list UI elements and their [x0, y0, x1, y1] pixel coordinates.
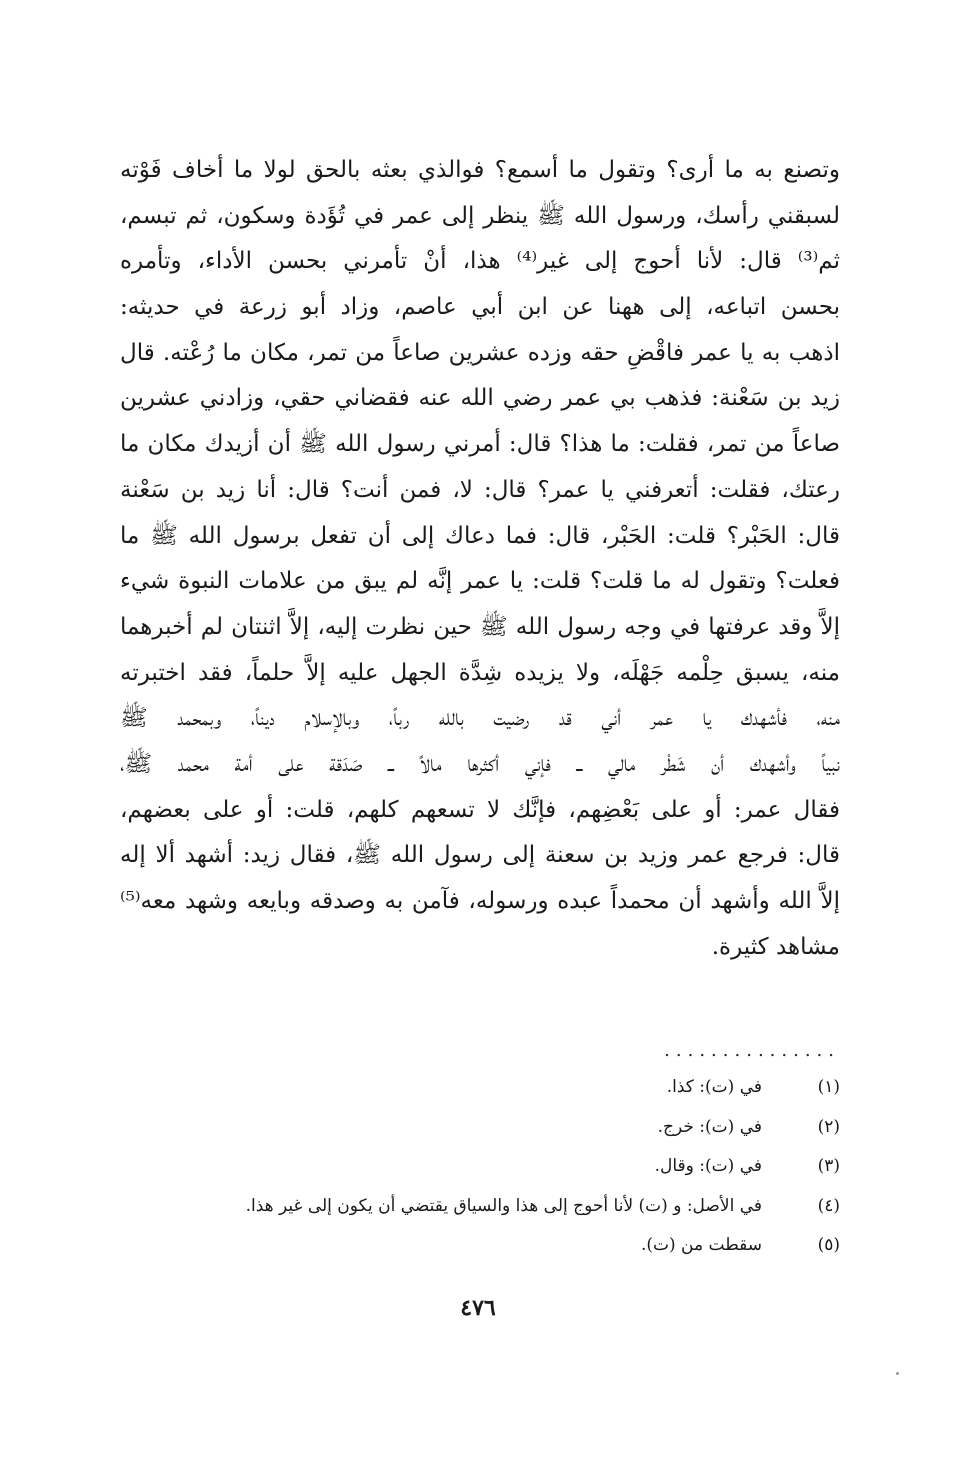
- text-line: منه، فأشهدك يا عمر أني قد رضيت بالله رباً، وبالإسلام ديناً، وبمحمد ﷺ: [120, 705, 840, 732]
- text-line: وتصنع به ما أرى؟ وتقول ما أسمع؟ فوالذي بعثه بالحق لولا ما أخاف فَوْته: [120, 157, 840, 183]
- footnote: [120, 1108, 840, 1148]
- text-line: ثم⁽³⁾ قال: لأنا أحوج إلى غير⁽⁴⁾ هذا، أنْ تأمرني بحسن الأداء، وتأمره: [120, 248, 840, 275]
- page-number: ٤٧٦: [460, 1295, 496, 1321]
- text-line: اذهب به يا عمر فاقْضِ حقه وزده عشرين صاعاً من تمر، مكان ما رُعْته. قال: [120, 339, 840, 366]
- text-line: صاعاً من تمر، فقلت: ما هذا؟ قال: أمرني رسول الله ﷺ أن أزيدك مكان ما: [120, 431, 840, 458]
- text-line: مشاهد كثيرة.: [711, 933, 840, 960]
- text-line: بحسن اتباعه، إلى ههنا عن ابن أبي عاصم، وزاد أبو زرعة في حديثه:: [120, 294, 840, 321]
- footnotes: [120, 1068, 840, 1266]
- main-text: [120, 148, 840, 970]
- footnote-number: (٢): [817, 1116, 840, 1137]
- footnote-number: (٣): [817, 1156, 840, 1176]
- text-line: رعتك، فقلت: أتعرفني يا عمر؟ قال: لا، فمن أنت؟ قال: أنا زيد بن سَعْنة: [120, 476, 840, 503]
- footnote-number: (٥): [817, 1235, 840, 1255]
- text-line: زيد بن سَعْنة: فذهب بي عمر رضي الله عنه فقضاني حقي، وزادني عشرين: [120, 385, 840, 412]
- footnote-number: (٤): [817, 1195, 840, 1216]
- text-line: قال: الحَبْر؟ قلت: الحَبْر، قال: فما دعاك إلى أن تفعل برسول الله ﷺ ما: [120, 522, 840, 549]
- footnote: [120, 1147, 840, 1187]
- text-line: منه، يسبق حِلْمه جَهْلَه، ولا يزيده شِدَّة الجهل عليه إلاَّ حلماً، فقد اختبرته: [120, 659, 840, 686]
- footnote: [120, 1226, 840, 1266]
- footnote: [120, 1068, 840, 1108]
- text-line: قال: فرجع عمر وزيد بن سعنة إلى رسول الله ﷺ، فقال زيد: أشهد ألا إله: [120, 842, 840, 869]
- scan-speck: [896, 1372, 899, 1375]
- footnote-text: في (ت): خرج.: [657, 1116, 762, 1137]
- text-line: فقال عمر: أو على بَعْضِهم، فإنَّك لا تسعهم كلهم، قلت: أو على بعضهم،: [120, 796, 840, 823]
- footnote: [120, 1187, 840, 1227]
- text-line: لسبقني رأسك، ورسول الله ﷺ ينظر إلى عمر في تُؤَدة وسكون، ثم تبسم،: [120, 202, 840, 229]
- footnote-separator: ...............: [664, 1040, 840, 1060]
- footnote-text: في (ت): كذا.: [666, 1077, 762, 1097]
- text-line: إلاَّ الله وأشهد أن محمداً عبده ورسوله، فآمن به وصدقه وبايعه وشهد معه⁽⁵⁾: [120, 888, 840, 914]
- text-line: نبياً وأشهدك أن شَطْر مالي ــ فإني أكثرها مالاً ــ صَدَقة على أمة محمد ﷺ،: [120, 750, 840, 777]
- footnote-text: في (ت): وقال.: [654, 1156, 762, 1176]
- footnote-text: في الأصل: و (ت) لأنا أحوج إلى هذا والسياق يقتضي أن يكون إلى غير هذا.: [245, 1195, 762, 1216]
- footnote-number: (١): [817, 1077, 840, 1097]
- text-line: إلاَّ وقد عرفتها في وجه رسول الله ﷺ حين نظرت إليه، إلاَّ اثنتان لم أخبرهما: [120, 613, 840, 640]
- text-line: فعلت؟ وتقول له ما قلت؟ قلت: يا عمر إنَّه لم يبق من علامات النبوة شيء: [120, 568, 840, 595]
- footnote-text: سقطت من (ت).: [640, 1235, 762, 1255]
